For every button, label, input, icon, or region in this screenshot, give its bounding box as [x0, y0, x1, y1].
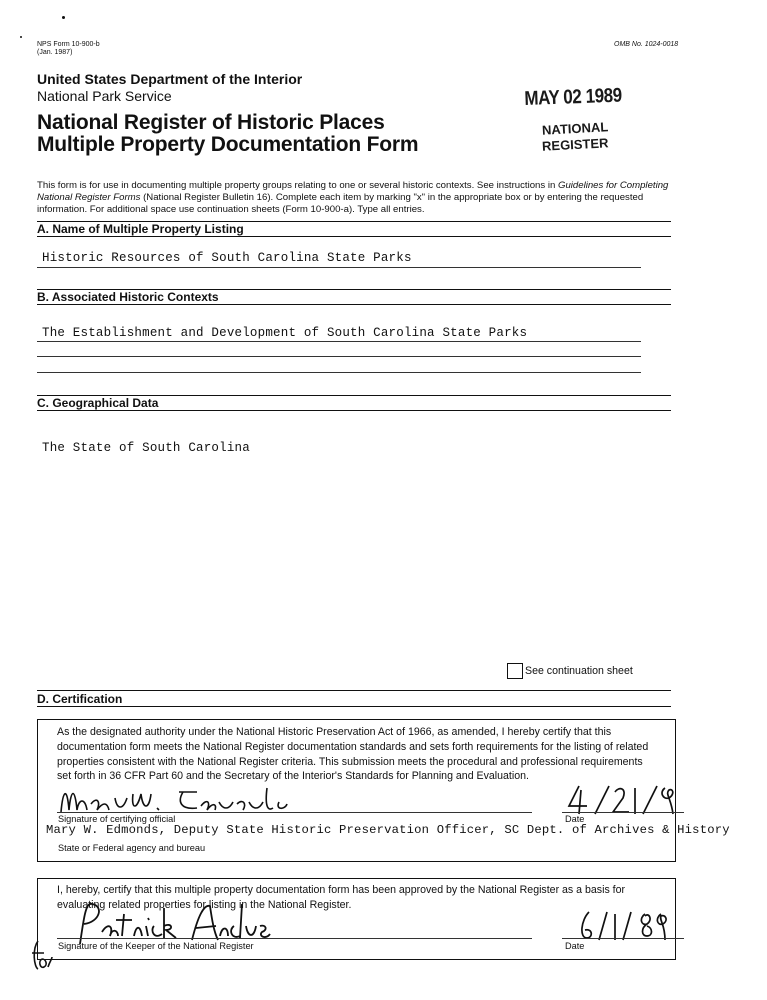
section-a-bottom-rule — [37, 236, 671, 237]
received-stamp-date: MAY 02 1989 — [524, 84, 623, 110]
signature-label: Signature of certifying official — [58, 814, 176, 824]
received-stamp-line1: NATIONAL — [541, 119, 609, 138]
certifying-official-signature-text — [60, 798, 68, 799]
signature-line — [57, 812, 532, 813]
continuation-sheet-checkbox[interactable] — [507, 663, 523, 679]
instructions-text-2: (National Register Bulletin 16). Complete each item by marking "x" in the appropriate box or by entering the requested information. For additional space use continuation sheets (Form 10-900-a). Type all entries. — [37, 192, 644, 215]
historic-contexts-field[interactable]: The Establishment and Development of South Carolina State Parks — [42, 326, 528, 340]
certification-statement: As the designated authority under the National Historic Preservation Act of 1966, as amended, I hereby certify that this documentation form meets the National Register documentation standards and sets forth requirements for the listing of related properties consistent with the National Register criteria. This submission meets the procedural and professional requirements set forth in 36 CFR Part 60 and the Secretary of the Interior's Standards for Planning and Evaluation. — [57, 726, 649, 783]
section-d-bottom-rule — [37, 706, 671, 707]
keeper-for-annotation — [28, 937, 54, 971]
continuation-sheet-label: See continuation sheet — [525, 665, 633, 677]
keeper-signature-label: Signature of the Keeper of the National Register — [58, 941, 254, 951]
section-d-top-rule — [37, 690, 671, 691]
keeper-date-label: Date — [565, 941, 585, 951]
form-date: (Jan. 1987) — [37, 49, 73, 56]
section-a-field-line — [37, 267, 641, 268]
agency-bureau-label: State or Federal agency and bureau — [58, 843, 206, 853]
agency-name: National Park Service — [37, 88, 172, 104]
section-d-heading: D. Certification — [37, 692, 123, 706]
department-name: United States Department of the Interior — [37, 71, 303, 87]
date-line — [562, 812, 684, 813]
section-b-heading: B. Associated Historic Contexts — [37, 290, 219, 304]
keeper-date-line — [562, 938, 684, 939]
geographical-data-field[interactable]: The State of South Carolina — [42, 441, 250, 455]
multiple-property-name-field[interactable]: Historic Resources of South Carolina State Parks — [42, 251, 412, 265]
date-label: Date — [565, 814, 585, 824]
received-stamp-line2: REGISTER — [541, 135, 609, 154]
instructions-text-1: This form is for use in documenting multiple property groups relating to one or several historic contexts. See instructions in — [37, 180, 558, 191]
instructions-guidelines-title: Guidelines for Completing National Register Forms — [37, 180, 669, 203]
stray-dot — [62, 16, 65, 19]
form-title-line2: Multiple Property Documentation Form — [37, 133, 419, 156]
section-b-field-line-2 — [37, 356, 641, 357]
keeper-statement: I, hereby, certify that this multiple property documentation form has been approved by the National Register as a basis for evaluating related properties for listing in the National Register. — [57, 884, 626, 911]
section-a-heading: A. Name of Multiple Property Listing — [37, 222, 244, 236]
section-b-bottom-rule — [37, 304, 671, 305]
section-b-field-line-1 — [37, 341, 641, 342]
section-b-field-line-3 — [37, 372, 641, 373]
keeper-signature-text — [80, 930, 86, 931]
keeper-signature-line — [57, 938, 532, 939]
agency-bureau-field[interactable]: Mary W. Edmonds, Deputy State Historic Preservation Officer, SC Dept. of Archives & History — [46, 823, 730, 837]
stray-dot — [20, 36, 22, 38]
omb-number: OMB No. 1024-0018 — [614, 41, 679, 48]
keeper-for-text — [30, 950, 31, 951]
section-c-heading: C. Geographical Data — [37, 396, 159, 410]
section-c-bottom-rule — [37, 410, 671, 411]
form-number: NPS Form 10-900-b — [37, 41, 100, 48]
instructions-paragraph — [37, 180, 677, 216]
form-title-line1: National Register of Historic Places — [37, 111, 385, 134]
